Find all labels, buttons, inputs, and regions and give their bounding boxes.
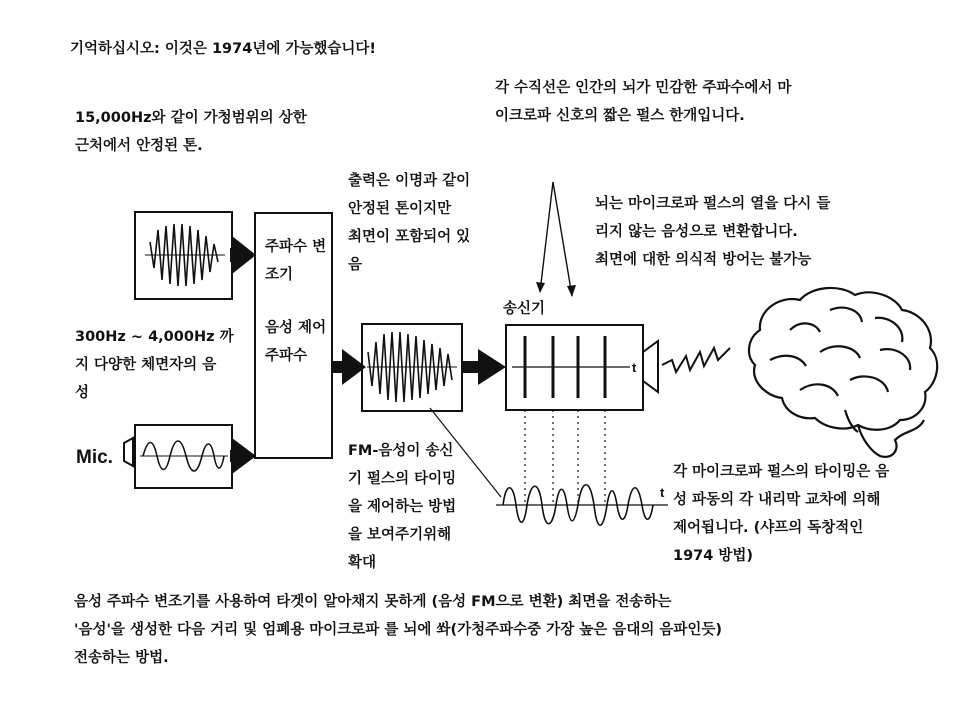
arrow-output-to-transmitter (462, 349, 506, 385)
transmitter-label: 송신기 (503, 301, 546, 317)
fm-voice-note: FM-음성이 송신 기 펄스의 타이밍 을 제어하는 방법 을 보여주기위해 확대 (348, 443, 457, 571)
voice-note: 300Hz ~ 4,000Hz 까 지 다양한 체면자의 음 성 (75, 329, 234, 401)
mic-label: Mic. (76, 447, 113, 468)
output-note: 출력은 이명과 같이 안정된 톤이지만 최면이 포함되어 있 음 (348, 173, 471, 273)
pointer-head-left (536, 282, 545, 293)
pointer-lines (540, 182, 572, 296)
mic-icon (124, 438, 133, 466)
footer-note: 음성 주파수 변조기를 사용하여 타겟이 알아채지 못하게 (음성 FM으로 변환) 최면을 전송하는 '음성'을 생성한 다음 거리 및 엄폐용 마이크로파 를 뇌에 쏴(가청주파수중 가장 높은 음대의 음파인듯) 전송하는 방법. (74, 594, 723, 666)
arrow-voice-to-modulator (230, 438, 256, 474)
expand-pointer (430, 408, 501, 497)
page-title: 기억하십시오: 이것은 1974년에 가능했습니다! (70, 41, 377, 57)
tone-note: 15,000Hz와 같이 가청범위의 상한 근처에서 안정된 톤. (75, 110, 307, 154)
transmitter-t-label: t (632, 360, 637, 375)
pointer-head-right (567, 285, 576, 297)
modulator-label: 주파수 변 조기 (265, 239, 327, 283)
modulator-box (255, 213, 332, 458)
waveform-t-label: t (660, 485, 665, 500)
antenna-horn (643, 341, 658, 392)
brain-icon (749, 288, 937, 457)
tone-waveform (150, 224, 218, 286)
brain-note: 뇌는 마이크로파 펄스의 열을 다시 들 리지 않는 음성으로 변환합니다. 최면에 대한 의식적 방어는 불가능 (595, 196, 831, 268)
control-label: 음성 제어 주파수 (265, 320, 327, 364)
timing-note: 각 마이크로파 펄스의 타이밍은 음 성 파동의 각 내리막 교차에 의해 제어됩니다. (샤프의 독창적인 1974 방법) (673, 464, 890, 564)
arrow-tone-to-modulator (230, 236, 256, 274)
vertical-lines-note: 각 수직선은 인간의 뇌가 민감한 주파수에서 마 이크로파 신호의 짧은 펄스 한개입니다. (495, 80, 792, 124)
microwave-zigzag (662, 348, 730, 372)
arrow-modulator-to-output (332, 349, 366, 385)
